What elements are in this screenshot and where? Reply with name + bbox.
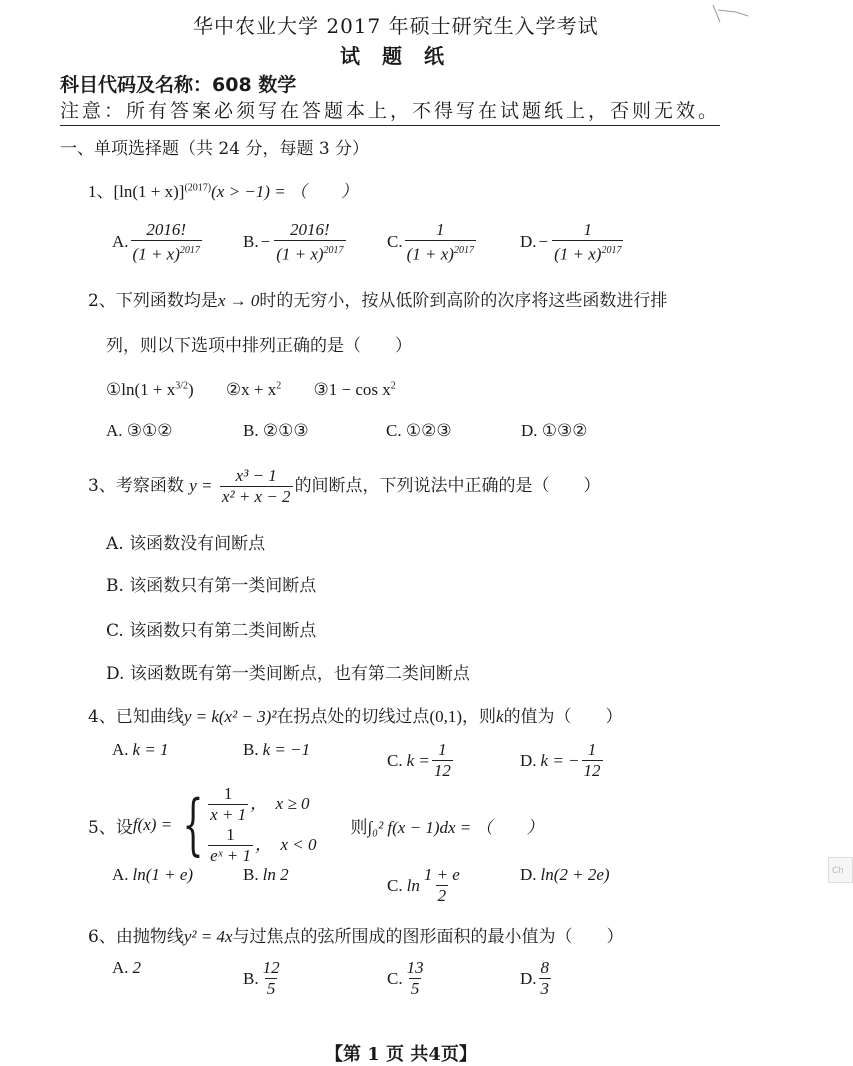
q6-option-b xyxy=(243,958,284,999)
option-text: 2 xyxy=(132,958,142,977)
numerator: 12 xyxy=(262,958,280,977)
option-label: C. xyxy=(387,875,403,895)
option-text: k = xyxy=(406,750,430,770)
condition: ， x ≥ 0 xyxy=(250,794,310,813)
sign: − xyxy=(538,232,549,252)
option-text: ln(2 + 2e) xyxy=(540,865,610,884)
option-label: A. xyxy=(112,865,129,884)
denominator xyxy=(436,885,449,906)
q3-option-a: A. 该函数没有间断点 xyxy=(106,534,266,554)
q6-option-d xyxy=(520,958,553,999)
denominator xyxy=(405,240,476,265)
option-label: D. xyxy=(520,865,537,884)
numerator: 1 xyxy=(436,220,445,239)
item-1: ①ln(1 + x xyxy=(106,380,176,399)
denominator xyxy=(409,978,422,999)
text: 则 xyxy=(350,817,368,838)
q2-option-c: C. ①②③ xyxy=(386,421,452,440)
sup: 2 xyxy=(276,380,282,392)
condition: ， x < 0 xyxy=(254,835,317,854)
fraction xyxy=(220,466,293,507)
q4-option-a xyxy=(112,740,169,760)
question-4 xyxy=(88,702,623,727)
question-2-line-2: 列，则以下选项中排列正确的是（ ） xyxy=(106,336,412,356)
text: 3、考察函数 xyxy=(88,476,184,496)
piecewise-cases xyxy=(206,784,316,866)
text: 的间断点，下列说法中正确的是（ ） xyxy=(294,476,601,496)
numerator: 1 xyxy=(587,740,597,759)
page-footer: 【第 1 页 共4页】 xyxy=(325,1044,477,1065)
den-text: 5 xyxy=(266,979,276,998)
exam-title: 华中农业大学 2017 年硕士研究生入学考试 xyxy=(193,14,599,38)
question-6 xyxy=(88,922,624,947)
fraction xyxy=(432,740,453,781)
den-text: (1 + x) xyxy=(406,244,454,264)
question-3 xyxy=(88,466,601,507)
q3-option-c: C. 该函数只有第二类间断点 xyxy=(106,621,317,641)
sign: − xyxy=(260,232,271,252)
numerator: 2016! xyxy=(146,220,187,239)
option-text: k = − xyxy=(540,750,580,770)
option-label: B. xyxy=(243,865,259,884)
numerator: x³ − 1 xyxy=(235,466,277,485)
expr-sup: (2017) xyxy=(184,182,212,194)
den-sup: 2017 xyxy=(179,245,200,256)
text: 6、由抛物线 xyxy=(88,927,184,947)
option-label: C. xyxy=(387,232,403,252)
text: 2、下列函数均是 xyxy=(88,291,218,311)
integral: ∫₀² f(x − 1)dx = （ ） xyxy=(367,817,544,837)
q2-option-d: D. ①③② xyxy=(521,421,588,440)
question-5 xyxy=(88,784,544,866)
den-text: 5 xyxy=(410,979,420,998)
option-text: k = 1 xyxy=(132,740,169,759)
text: 5、设 xyxy=(88,817,133,838)
den-text: (1 + x) xyxy=(276,244,324,264)
text: ) xyxy=(188,380,194,399)
option-label: D. xyxy=(520,232,537,252)
question-2-line-1 xyxy=(88,286,667,311)
den-text: 12 xyxy=(583,761,601,780)
q1-option-d xyxy=(520,220,625,265)
q2-option-a: A. ③①② xyxy=(106,421,173,440)
numerator: 1 xyxy=(438,740,447,759)
numerator: 1 xyxy=(583,220,593,239)
den-text: 2 xyxy=(437,886,447,905)
q3-option-d: D. 该函数既有第一类间断点，也有第二类间断点 xyxy=(106,664,470,684)
expr-cond: (x > −1) = （ ） xyxy=(211,182,358,201)
question-1 xyxy=(88,177,358,202)
question-number: 1、 xyxy=(88,182,114,201)
item-3: ③1 − cos x xyxy=(313,380,391,399)
fraction xyxy=(274,220,345,265)
brace: { xyxy=(182,786,204,863)
option-text: ln 2 xyxy=(262,865,289,884)
option-label: C. xyxy=(387,968,403,988)
q2-option-b: B. ②①③ xyxy=(243,421,309,440)
subject-code: 科目代码及名称：608 数学 xyxy=(60,74,297,96)
option-label: D. xyxy=(520,968,537,988)
q4-option-c xyxy=(387,740,455,781)
den-text: 12 xyxy=(433,761,451,780)
text: 在拐点处的切线过点 xyxy=(276,707,430,727)
den-text: 3 xyxy=(540,979,550,998)
q3-option-b: B. 该函数只有第一类间断点 xyxy=(106,576,317,596)
exam-subtitle: 试 题 纸 xyxy=(340,44,445,68)
expr: y = xyxy=(189,476,213,495)
den-sup: 2017 xyxy=(601,245,622,256)
q6-option-c xyxy=(387,958,428,999)
expr: y² = 4x xyxy=(183,927,233,946)
fraction xyxy=(582,740,603,781)
option-text: ln(1 + e) xyxy=(132,865,194,884)
numerator: 1 + e xyxy=(423,865,460,884)
fraction xyxy=(405,958,426,999)
text: 的值为（ ） xyxy=(503,707,623,727)
q1-option-a xyxy=(112,220,204,265)
q5-option-a xyxy=(112,865,193,885)
sup: 3/2 xyxy=(175,380,188,392)
option-label: B. xyxy=(243,232,259,252)
q1-option-b xyxy=(243,220,348,265)
expr: y = k(x² − 3)² xyxy=(183,707,277,726)
q5-option-c xyxy=(387,865,464,906)
scan-mark xyxy=(708,2,778,32)
den-text: (1 + x) xyxy=(554,244,602,264)
option-text: k = −1 xyxy=(262,740,311,759)
denominator xyxy=(552,240,623,265)
denominator xyxy=(432,760,453,781)
numerator: 2016! xyxy=(290,220,330,239)
point: (0,1) xyxy=(429,707,463,726)
q6-option-a xyxy=(112,958,141,978)
q4-option-d xyxy=(520,740,605,781)
var: k xyxy=(496,707,504,726)
denominator: x² + x − 2 xyxy=(221,487,291,506)
fraction xyxy=(131,220,202,265)
expr: f(x) = xyxy=(132,815,173,834)
den-sup: 2017 xyxy=(323,245,344,256)
text: 时的无穷小，按从低阶到高阶的次序将这些函数进行排 xyxy=(259,291,668,311)
denominator xyxy=(274,240,345,265)
denominator xyxy=(582,760,603,781)
q5-option-d xyxy=(520,865,610,885)
expr: x → 0 xyxy=(217,291,260,310)
denominator xyxy=(265,978,278,999)
option-text: ln xyxy=(406,875,420,895)
option-label: A. xyxy=(112,958,129,977)
option-label: D. xyxy=(520,750,537,770)
denominator: x + 1 xyxy=(210,805,247,824)
denominator xyxy=(539,978,552,999)
option-label: B. xyxy=(243,740,259,759)
den-text: (1 + x) xyxy=(132,244,180,264)
option-label: A. xyxy=(112,232,129,252)
numerator: 1 xyxy=(223,784,233,803)
fraction xyxy=(261,958,282,999)
numerator: 1 xyxy=(226,825,235,844)
numerator: 8 xyxy=(540,958,550,977)
fraction xyxy=(539,958,552,999)
fraction xyxy=(552,220,623,265)
sup: 2 xyxy=(390,380,396,392)
numerator: 13 xyxy=(406,958,424,977)
option-label: A. xyxy=(112,740,129,759)
denominator xyxy=(131,240,202,265)
option-label: C. xyxy=(387,750,403,770)
q4-option-b xyxy=(243,740,310,760)
question-2-items xyxy=(106,380,396,400)
q5-option-b xyxy=(243,865,289,885)
side-tab[interactable]: Ch xyxy=(828,857,853,883)
notice: 注意：所有答案必须写在答题本上，不得写在试题纸上，否则无效。 xyxy=(60,96,720,126)
section-heading: 一、单项选择题（共 24 分，每题 3 分） xyxy=(60,139,370,159)
denominator: eˣ + 1 xyxy=(210,846,251,865)
option-label: B. xyxy=(243,968,259,988)
q1-option-c xyxy=(387,220,478,265)
text: 4、已知曲线 xyxy=(88,707,184,727)
item-2: ②x + x xyxy=(225,380,277,399)
text: ，则 xyxy=(462,707,497,727)
expr: [ln(1 + x)] xyxy=(113,182,185,201)
den-sup: 2017 xyxy=(453,245,474,256)
fraction xyxy=(422,865,462,906)
text: 与过焦点的弦所围成的图形面积的最小值为（ ） xyxy=(232,927,624,947)
fraction xyxy=(405,220,476,265)
